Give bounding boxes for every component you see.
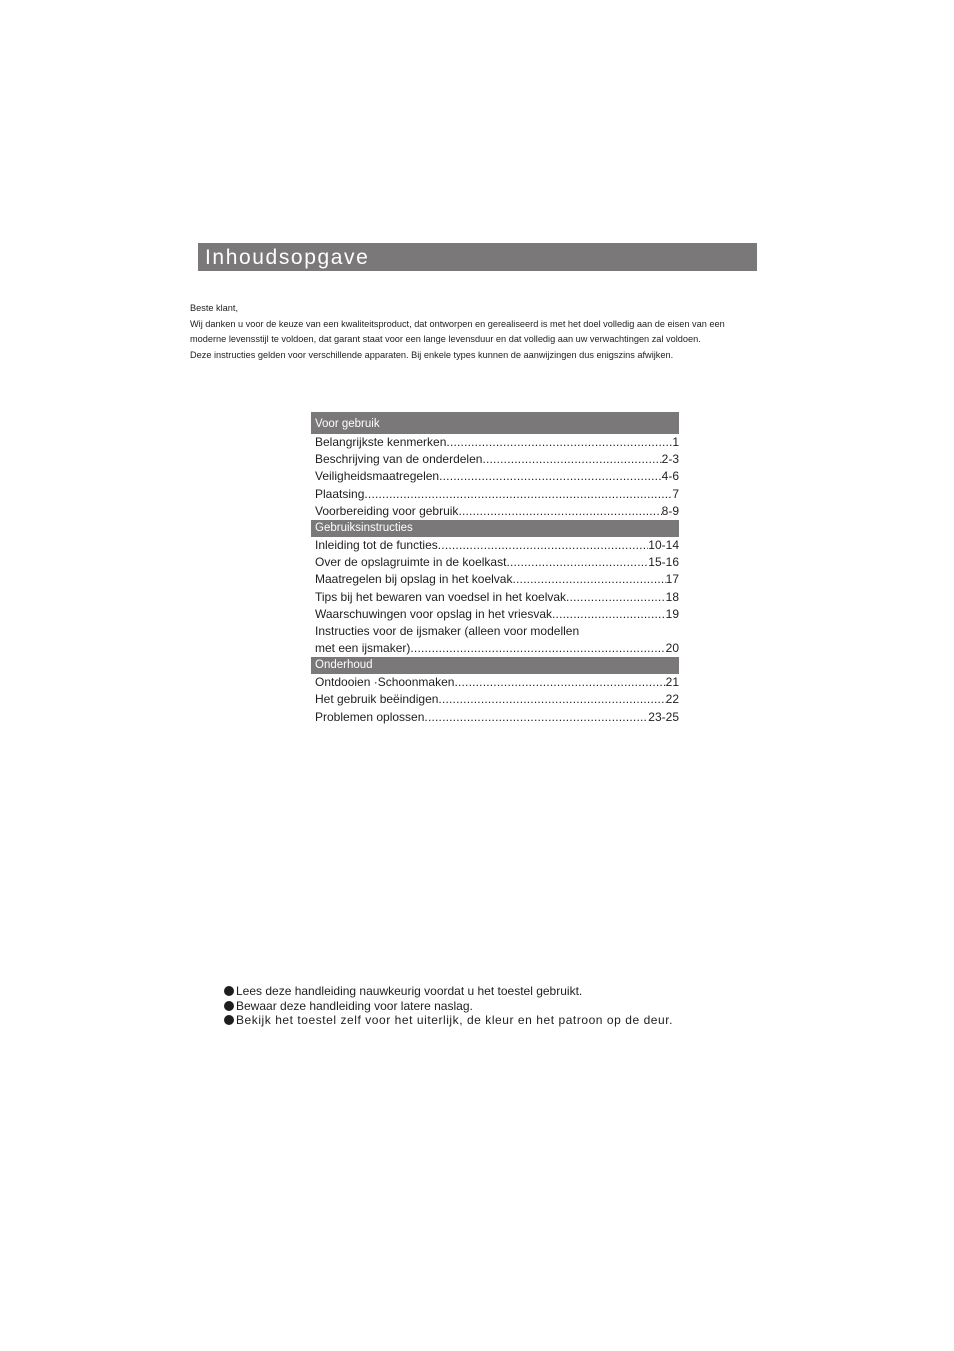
toc-entry-page: 22: [665, 692, 679, 707]
toc-entry[interactable]: [311, 434, 679, 451]
note-item: [224, 999, 673, 1014]
intro-line: Wij danken u voor de keuze van een kwaliteitsproduct, dat ontworpen en gerealiseerd is met het doel volledig aan de eisen van een: [190, 318, 725, 329]
toc-entry-label: Instructies voor de ijsmaker (alleen voor modellen: [315, 623, 580, 638]
toc-entry-label: Over de opslagruimte in de koelkast: [315, 555, 507, 570]
toc-leader: [438, 691, 665, 708]
toc-section-heading: Voor gebruik: [311, 412, 679, 434]
toc-entry-label: Voorbereiding voor gebruik: [315, 503, 459, 518]
toc-entry[interactable]: [311, 606, 679, 623]
toc-entry-page: 4-6: [661, 469, 679, 484]
toc-entry[interactable]: [311, 571, 679, 588]
toc-entry[interactable]: [311, 623, 679, 640]
toc-entry-label: Ontdooien ·Schoonmaken: [315, 675, 455, 690]
toc-leader: [364, 486, 672, 503]
toc-entry-page: 17: [665, 572, 679, 587]
toc-entry-page: 15-16: [648, 555, 679, 570]
note-text: Lees deze handleiding nauwkeurig voordat u het toestel gebruikt.: [236, 984, 583, 998]
toc-section-heading: Gebruiksinstructies: [311, 520, 679, 537]
toc-leader: [552, 606, 666, 623]
toc-entry-label: Problemen oplossen: [315, 709, 425, 724]
toc-entry-page: 19: [665, 606, 679, 621]
table-of-contents: [311, 412, 679, 726]
toc-leader: [454, 674, 665, 691]
toc-entry-label: Veiligheidsmaatregelen: [315, 469, 440, 484]
toc-entry[interactable]: [311, 589, 679, 606]
toc-entry-label: Belangrijkste kenmerken: [315, 435, 447, 449]
intro-line: moderne levensstijl te voldoen, dat garant staat voor een lange levensduur en dat volledig aan uw verwachtingen zal voldoen.: [190, 334, 701, 344]
toc-entry-page: 18: [665, 589, 679, 604]
toc-entry-page: 23-25: [648, 709, 679, 724]
toc-entry[interactable]: [311, 537, 679, 554]
intro-text: [190, 301, 790, 363]
toc-entry-label: Beschrijving van de onderdelen: [315, 452, 483, 467]
bullet-icon: [224, 1015, 234, 1025]
toc-entry[interactable]: [311, 503, 679, 520]
toc-leader: [482, 451, 661, 468]
toc-leader: [439, 468, 662, 485]
toc-entry-page: 20: [665, 641, 679, 656]
toc-entry-label: Plaatsing: [315, 486, 365, 501]
toc-entry[interactable]: [311, 468, 679, 485]
toc-entry[interactable]: [311, 709, 679, 726]
toc-entry-label: Het gebruik beëindigen: [315, 692, 439, 707]
toc-leader: [512, 571, 665, 588]
intro-line: Deze instructies gelden voor verschillende apparaten. Bij enkele types kunnen de aanwijzingen dus enigszins afwijken.: [190, 349, 674, 360]
toc-leader: [446, 434, 672, 451]
toc-entry-page: 8-9: [661, 503, 679, 518]
note-text: Bewaar deze handleiding voor latere naslag.: [236, 998, 473, 1013]
toc-entry-label: met een ijsmaker): [315, 641, 411, 656]
page-title: Inhoudsopgave: [198, 243, 757, 271]
bullet-icon: [224, 986, 234, 996]
toc-entry-label: Inleiding tot de functies: [315, 537, 438, 552]
note-item: [224, 1013, 673, 1028]
toc-leader: [566, 589, 666, 606]
toc-leader: [410, 640, 665, 657]
toc-leader: [458, 503, 661, 520]
toc-leader: [438, 537, 649, 554]
toc-entry-label: Maatregelen bij opslag in het koelvak: [315, 572, 513, 587]
bullet-icon: [224, 1001, 234, 1011]
toc-entry[interactable]: [311, 640, 679, 657]
toc-entry-label: Waarschuwingen voor opslag in het vriesvak: [315, 606, 553, 621]
note-item: [224, 984, 673, 999]
toc-section-heading: Onderhoud: [311, 657, 679, 674]
toc-entry-page: 7: [672, 486, 679, 501]
toc-entry-page: 21: [665, 675, 679, 690]
toc-leader: [506, 554, 648, 571]
toc-entry-page: 10-14: [648, 537, 679, 552]
toc-entry-page: 1: [672, 435, 679, 449]
toc-entry[interactable]: [311, 674, 679, 691]
intro-line: Beste klant,: [190, 303, 239, 313]
toc-entry[interactable]: [311, 451, 679, 468]
toc-entry-label: Tips bij het bewaren van voedsel in het koelvak: [315, 589, 567, 604]
note-text: Bekijk het toestel zelf voor het uiterlijk, de kleur en het patroon op de deur.: [236, 1013, 674, 1028]
toc-leader: [424, 709, 648, 726]
usage-notes: [224, 984, 673, 1028]
toc-entry[interactable]: [311, 554, 679, 571]
toc-entry-page: 2-3: [661, 452, 679, 467]
toc-entry[interactable]: [311, 691, 679, 708]
toc-entry[interactable]: [311, 486, 679, 503]
